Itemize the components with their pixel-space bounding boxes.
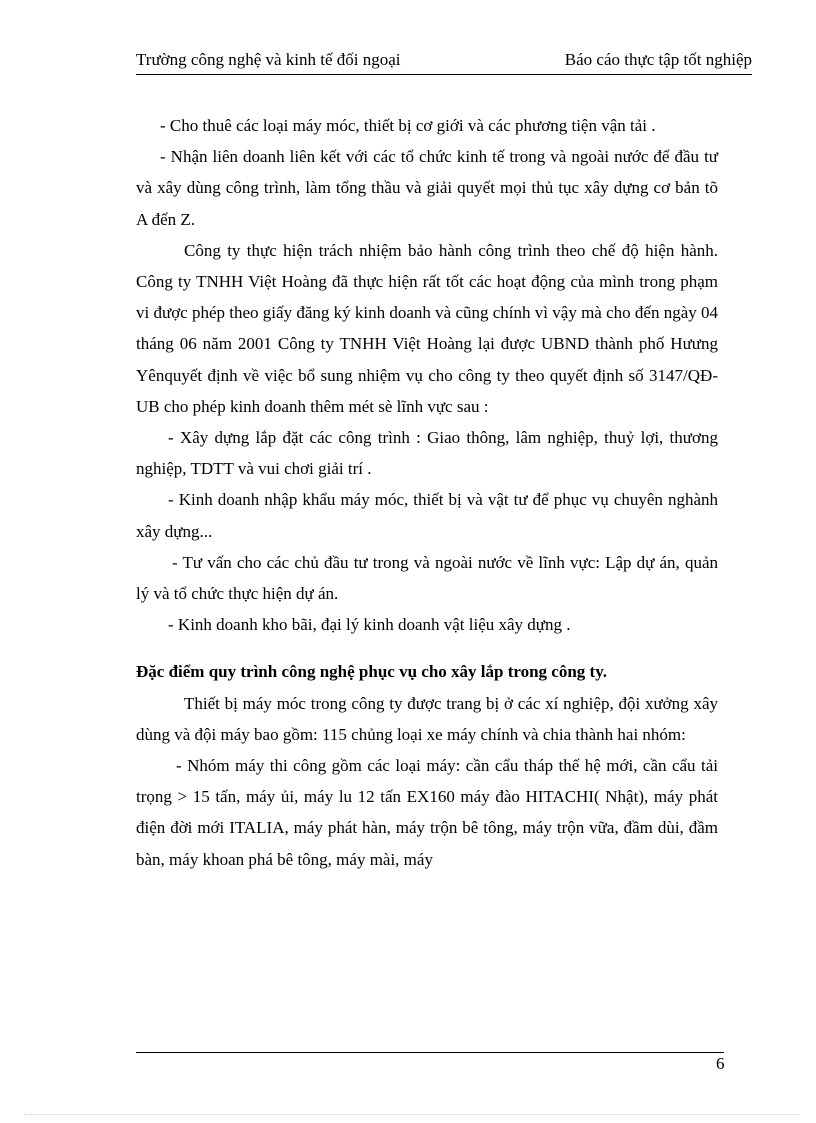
header-school-name: Trường công nghệ và kinh tế đối ngoại (136, 50, 401, 69)
paragraph-construction: - Xây dựng lắp đặt các công trình : Giao thông, lâm nghiệp, thuỷ lợi, thương nghiệp, TDTT và vui chơi giải trí . (136, 428, 718, 479)
body-text (136, 110, 718, 875)
paragraph-import: - Kinh doanh nhập khẩu máy móc, thiết bị và vật tư để phục vụ chuyên nghành xây dựng... (136, 490, 718, 541)
paragraph-warehouse: - Kinh doanh kho bãi, đại lý kinh doanh vật liệu xây dựng . (168, 615, 571, 635)
footer-rule (136, 1052, 724, 1053)
header-report-title: Báo cáo thực tập tốt nghiệp (564, 50, 752, 69)
page-bottom-dotted-border (24, 1114, 800, 1115)
paragraph-warranty: Công ty thực hiện trách nhiệm bảo hành công trình theo chế độ hiện hành. Công ty TNHH Việt Hoàng đã thực hiện rất tốt các hoạt động của mình trong phạm vi được phép theo giấy đăng ký kinh doanh và cũng chính vì vậy mà cho đến ngày 04 tháng 06 năm 2001 Công ty TNHH Việt Hoàng lại được UBND thành phố Hưưng Yênquyết định về việc bổ sung nhiệm vụ cho công ty theo quyết định số 3147/QĐ- UB cho phép kinh doanh thêm mét sè lĩnh vực sau : (136, 240, 718, 416)
paragraph-consulting: - Tư vấn cho các chủ đầu tư trong và ngoài nước về lĩnh vực: Lập dự án, quản lý và tổ chức thực hiện dự án. (136, 552, 718, 604)
paragraph-machine-group: - Nhóm máy thi công gồm các loại máy: cần cẩu tháp thế hệ mới, cần cẩu tải trọng > 15 tấn, máy ủi, máy lu 12 tấn EX160 máy đào HITACHI( Nhật), máy phát điện đời mới ITALIA, máy phát hàn, máy trộn bê tông, máy trộn vữa, đầm dùi, đầm bàn, máy khoan phá bê tông, máy mài, máy (136, 756, 718, 869)
section-heading: Đặc điểm quy trình công nghệ phục vụ cho xây lắp trong công ty. (136, 662, 608, 682)
paragraph-equipment-overview: Thiết bị máy móc trong công ty được trang bị ở các xí nghiệp, đội xưởng xây dùng và đội máy bao gồm: 115 chủng loại xe máy chính và chia thành hai nhóm: (136, 693, 718, 744)
paragraph-equipment-rental: - Cho thuê các loại máy móc, thiết bị cơ giới và các phương tiện vận tải . (160, 116, 656, 135)
page-number: 6 (716, 1054, 725, 1073)
paragraph-joint-venture: - Nhận liên doanh liên kết với các tổ chức kinh tế trong và ngoài nước để đầu tư và xây dùng công trình, làm tổng thầu và giải quyết mọi thủ tục xây dựng cơ bản tõ A đến Z. (136, 147, 718, 229)
page-header (136, 48, 752, 75)
